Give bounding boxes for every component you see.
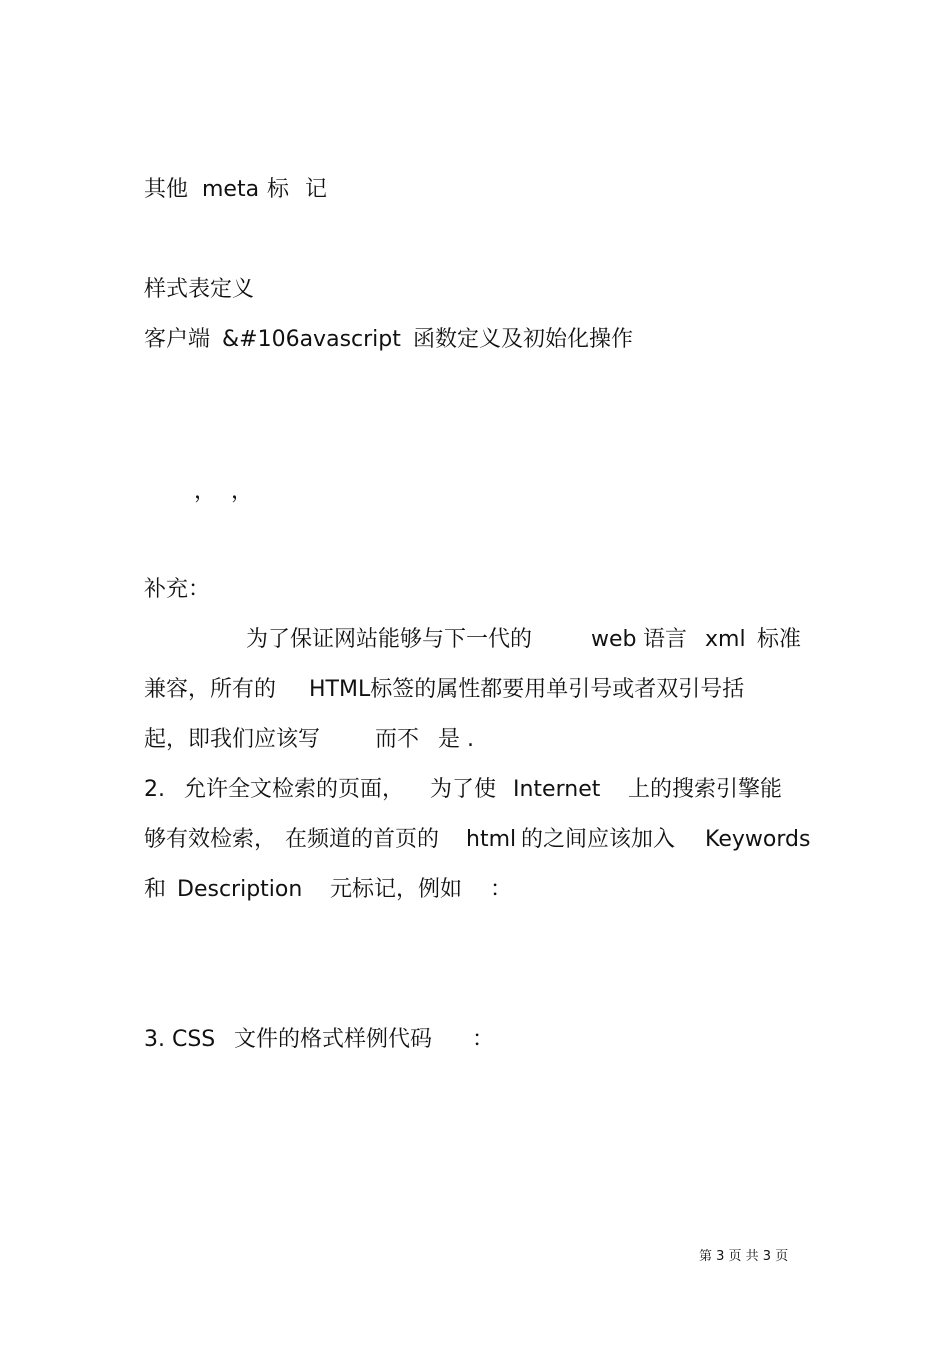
text: xml	[705, 627, 746, 652]
page-number-label: 第 3 页 共 3 页	[699, 1249, 789, 1264]
text: HTML标签的属性都要用单引号或者双引号括	[309, 677, 745, 702]
text: ：	[490, 877, 513, 902]
text: 兼容，所有的	[144, 677, 277, 702]
text: html	[466, 827, 517, 852]
text: 上的搜索引擎能	[628, 777, 783, 802]
text: 和	[144, 877, 167, 902]
text: 允许全文检索的页面，	[184, 777, 405, 802]
text: 元标记，例如	[330, 877, 463, 902]
text: 其他	[144, 177, 189, 202]
text: web	[591, 627, 637, 652]
text: Internet	[513, 777, 601, 802]
text: &#106avascript	[222, 327, 401, 352]
punctuation: ，	[194, 479, 217, 504]
text: 3. CSS	[144, 1027, 216, 1052]
text: 语言	[643, 627, 688, 652]
text: ：	[472, 1027, 495, 1052]
text: 标准	[757, 627, 802, 652]
text: 为了保证网站能够与下一代的	[246, 627, 533, 652]
page-footer	[699, 1248, 788, 1266]
text: 文件的格式样例代码	[234, 1027, 433, 1052]
text: 为了使	[430, 777, 497, 802]
text: Keywords	[705, 827, 811, 852]
text: 2.	[144, 777, 165, 802]
text: 够有效检索，	[144, 827, 277, 852]
text: 是 .	[438, 727, 474, 752]
text: 的之间应该加入	[521, 827, 676, 852]
punctuation: ，	[231, 479, 254, 504]
text: 样式表定义	[144, 277, 255, 302]
text: meta	[202, 177, 260, 202]
text: 标	[267, 177, 290, 202]
text: 客户端	[144, 327, 211, 352]
text: 函数定义及初始化操作	[413, 327, 634, 352]
text: 在频道的首页的	[285, 827, 440, 852]
text: 而不	[375, 727, 420, 752]
text: 补充：	[144, 577, 211, 602]
text: Description	[177, 877, 303, 902]
text: 起，即我们应该写	[144, 727, 321, 752]
text: 记	[305, 177, 328, 202]
